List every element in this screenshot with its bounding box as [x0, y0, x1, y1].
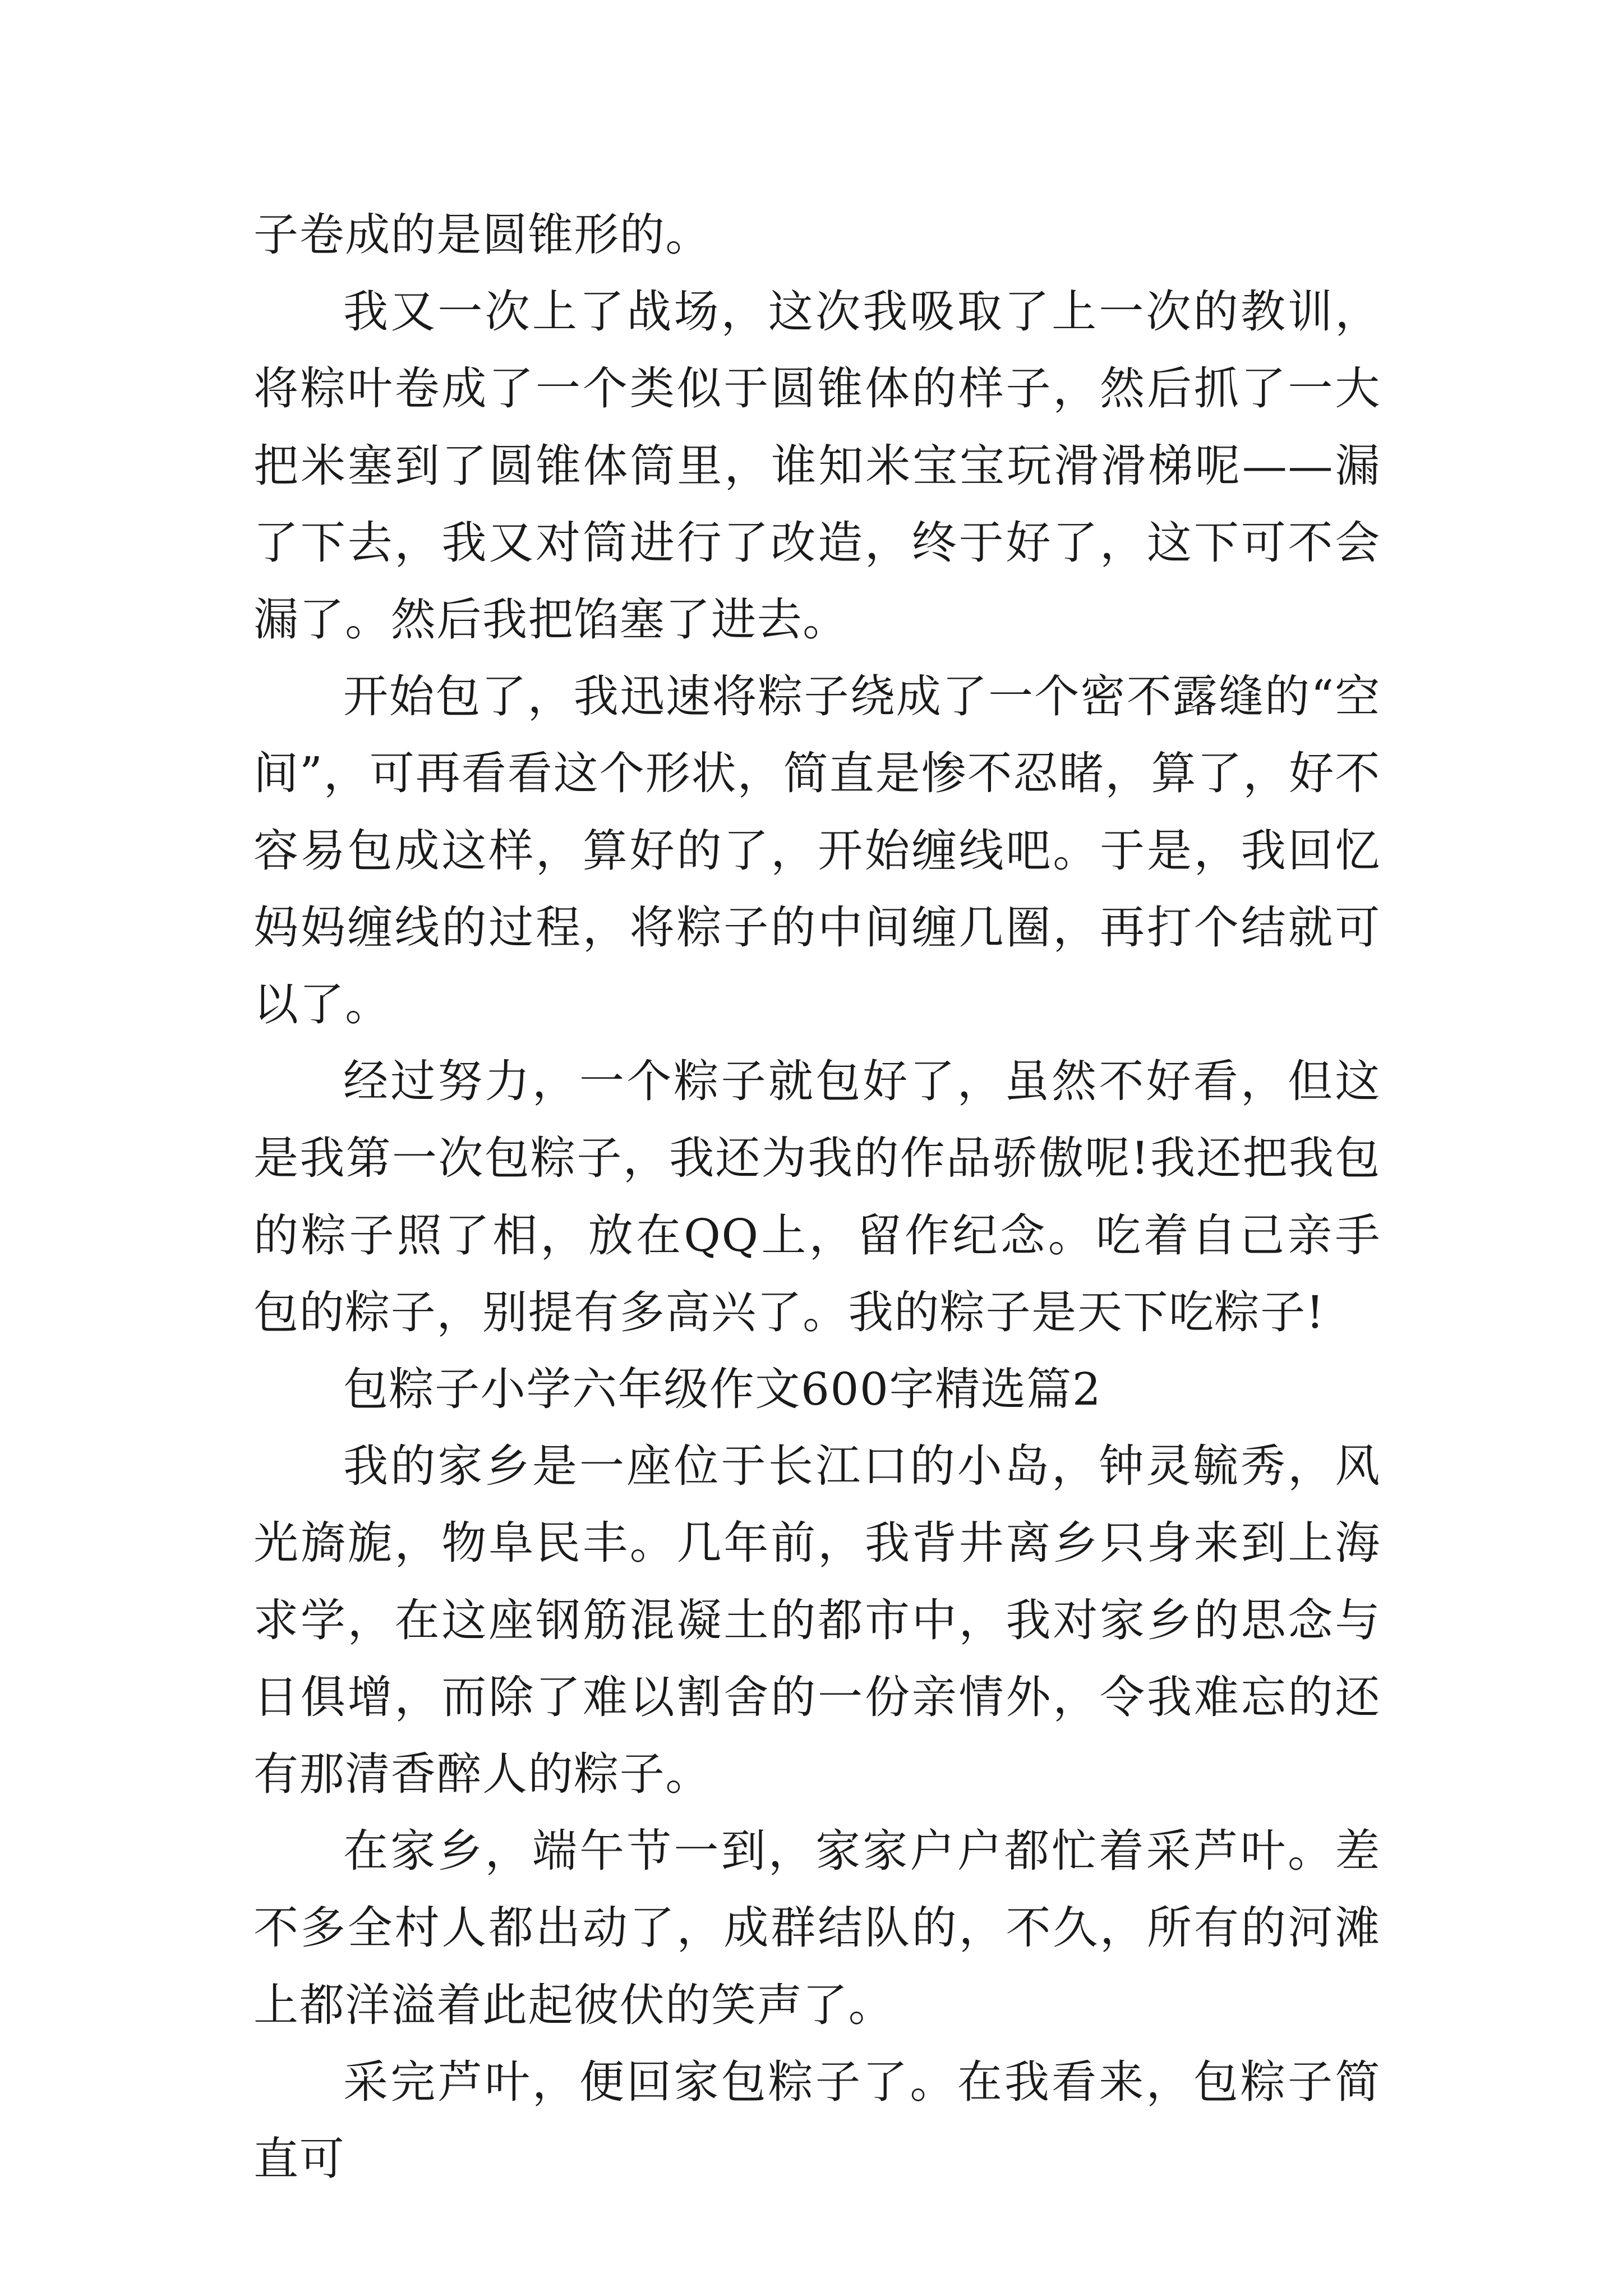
paragraph: 经过努力，一个粽子就包好了，虽然不好看，但这是我第一次包粽子，我还为我的作品骄傲呢!我还把我包的粽子照了相，放在QQ上，留作纪念。吃着自己亲手包的粽子，别提有多高兴了。我的粽子是天下吃粽子!: [253, 1055, 1381, 1338]
paragraph: 我又一次上了战场，这次我吸取了上一次的教训，将粽叶卷成了一个类似于圆锥体的样子，然后抓了一大把米塞到了圆锥体筒里，谁知米宝宝玩滑滑梯呢——漏了下去，我又对筒进行了改造，终于好了，这下可不会漏了。然后我把馅塞了进去。: [253, 286, 1381, 646]
paragraph: 开始包了，我迅速将粽子绕成了一个密不露缝的“空间”，可再看看这个形状，简直是惨不忍睹，算了，好不容易包成这样，算好的了，开始缠线吧。于是，我回忆妈妈缠线的过程，将粽子的中间缠几圈，再打个结就可以了。: [253, 670, 1381, 1031]
paragraph: 采完芦叶，便回家包粽子了。在我看来，包粽子简直可: [253, 2055, 1381, 2185]
paragraph: 子卷成的是圆锥形的。: [253, 209, 711, 261]
paragraph: 我的家乡是一座位于长江口的小岛，钟灵毓秀，风光旖旎，物阜民丰。几年前，我背井离乡只身来到上海求学，在这座钢筋混凝土的都市中，我对家乡的思念与日俱增，而除了难以割舍的一份亲情外，令我难忘的还有那清香醉人的粽子。: [253, 1440, 1381, 1801]
section-heading: 包粽子小学六年级作文600字精选篇2: [343, 1363, 1102, 1416]
paragraph: 在家乡，端午节一到，家家户户都忙着采芦叶。差不多全村人都出动了，成群结队的，不久，所有的河滩上都洋溢着此起彼伏的笑声了。: [253, 1825, 1381, 2031]
document-body: [253, 196, 1381, 2197]
